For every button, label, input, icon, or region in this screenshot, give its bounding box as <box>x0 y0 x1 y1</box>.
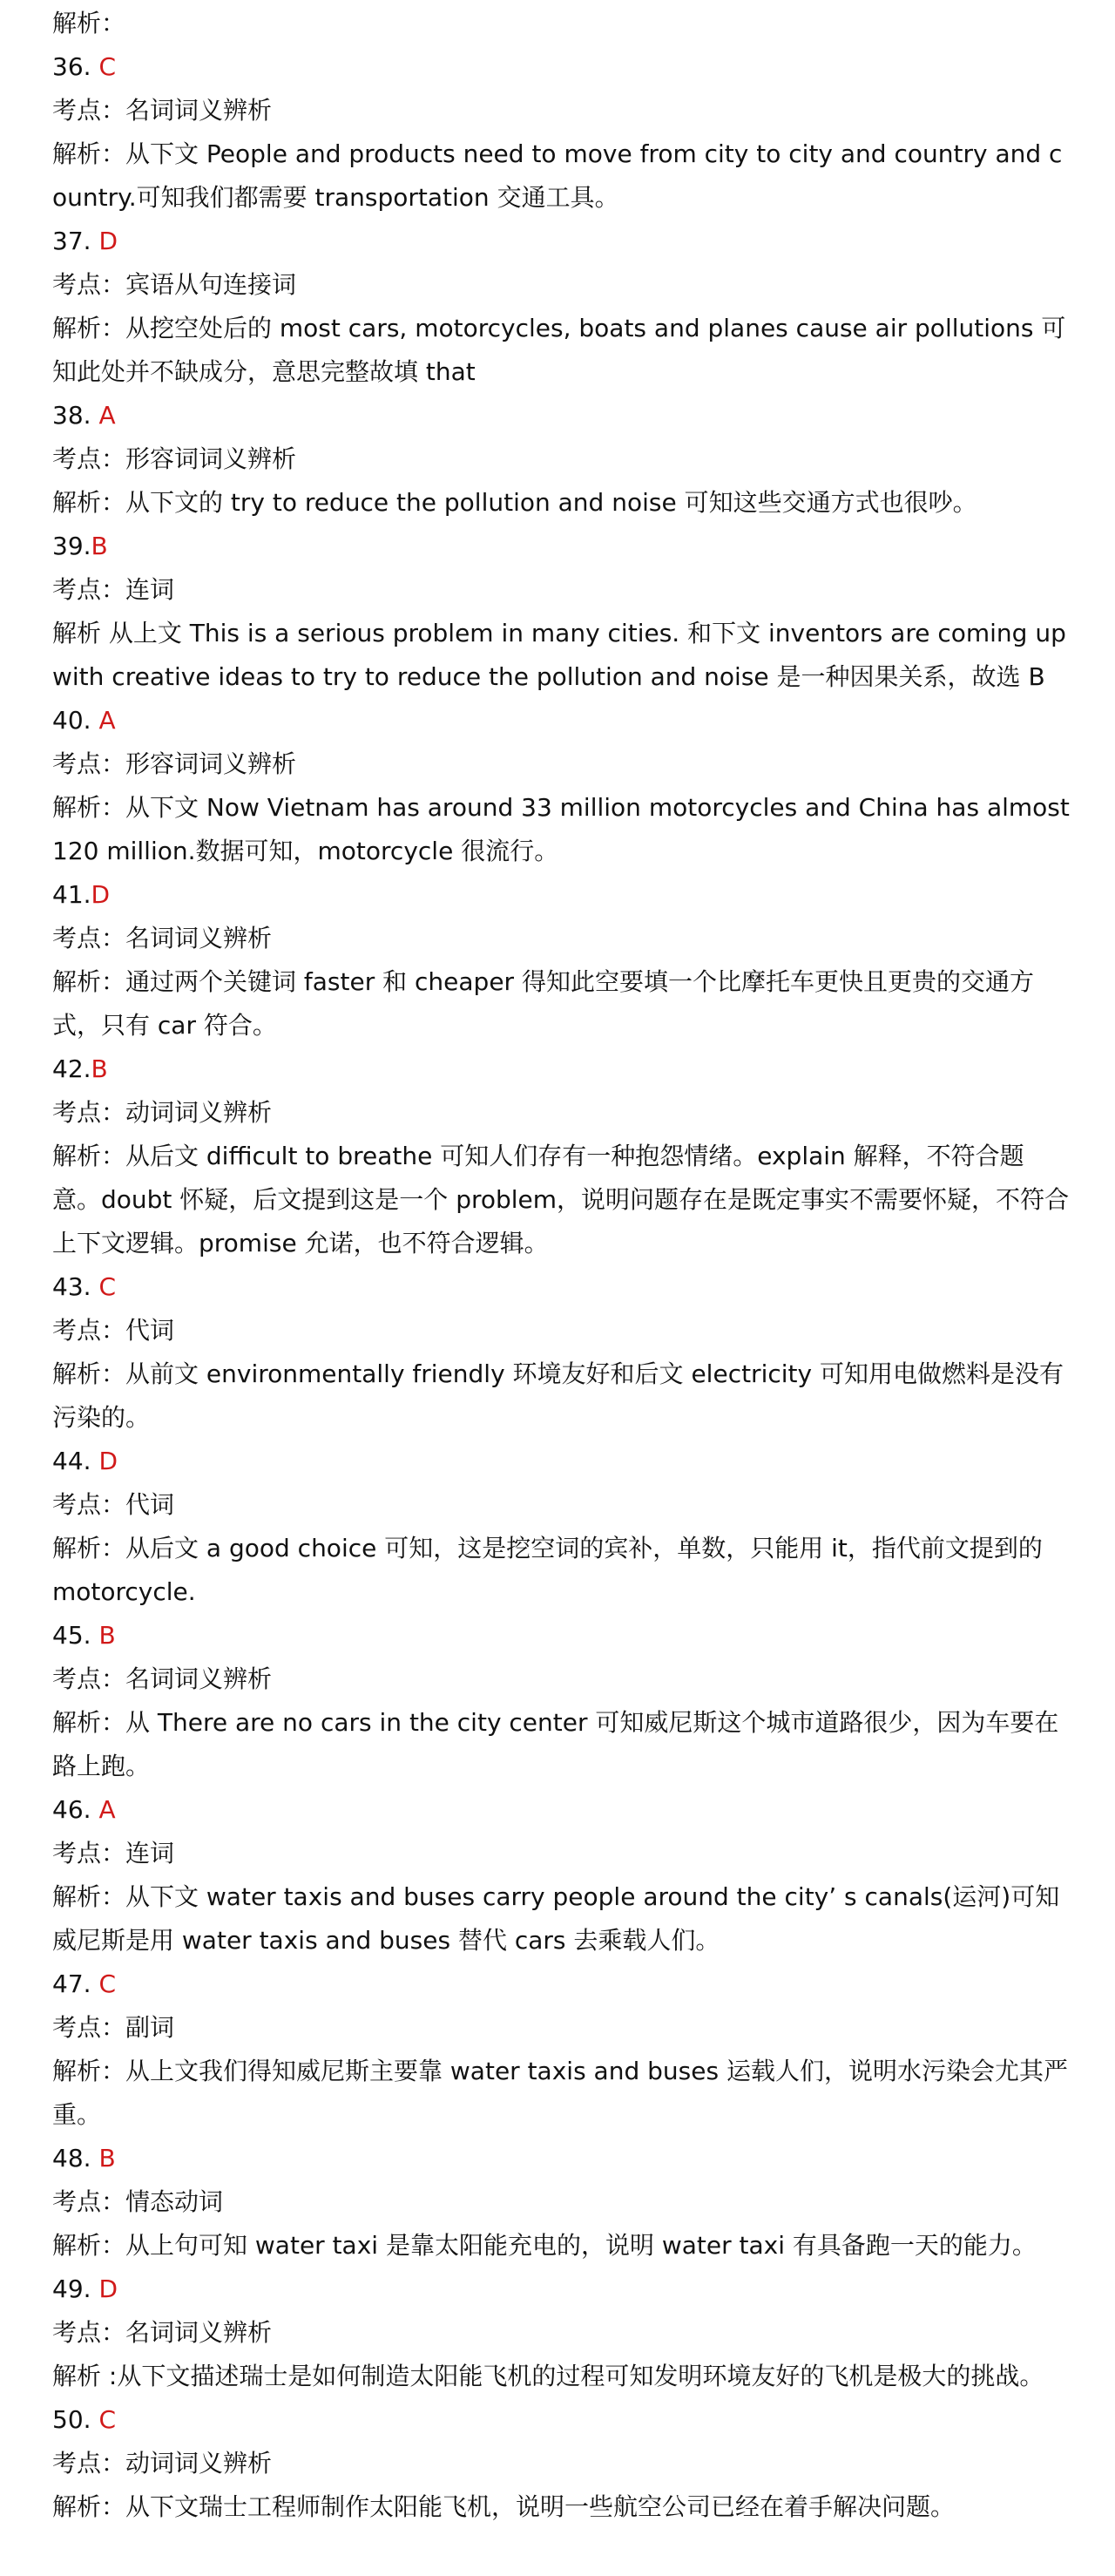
item-number: 41. <box>52 880 91 909</box>
item-answer: B <box>98 2144 116 2173</box>
item-answer: C <box>98 1969 116 1998</box>
item-answer: A <box>98 706 116 735</box>
item-39-kaodian: 考点：连词 <box>52 575 175 604</box>
item-47-jiexi: 解析：从上文我们得知威尼斯主要靠 water taxis and buses 运载人们，说明水污染会尤其严重。 <box>52 2057 1068 2129</box>
item-46-answer-line <box>52 1788 1070 1832</box>
item-number: 38. <box>52 401 91 430</box>
item-answer: D <box>98 2274 118 2303</box>
item-answer: D <box>91 880 111 909</box>
item-number: 42. <box>52 1054 91 1083</box>
item-number: 47. <box>52 1969 91 1998</box>
item-50-kaodian: 考点：动词词义辨析 <box>52 2449 273 2478</box>
item-number: 46. <box>52 1795 91 1824</box>
item-36-kaodian: 考点：名词词义辨析 <box>52 96 273 125</box>
item-46-jiexi: 解析：从下文 water taxis and buses carry people around the city’ s canals(运河)可知威尼斯是用 water taxis and buses 替代 cars 去乘载人们。 <box>52 1882 1060 1955</box>
item-49-jiexi: 解析 :从下文描述瑞士是如何制造太阳能飞机的过程可知发明环境友好的飞机是极大的挑战。 <box>52 2362 1044 2390</box>
item-43-jiexi: 解析：从前文 environmentally friendly 环境友好和后文 electricity 可知用电做燃料是没有污染的。 <box>52 1359 1064 1432</box>
item-49-answer-line <box>52 2268 1070 2311</box>
item-answer: A <box>98 401 116 430</box>
item-40-answer-line <box>52 699 1070 742</box>
item-39-answer-line <box>52 525 1070 568</box>
item-answer: C <box>98 1272 116 1301</box>
item-47-answer-line <box>52 1963 1070 2006</box>
item-number: 36. <box>52 52 91 81</box>
item-43-kaodian: 考点：代词 <box>52 1316 175 1345</box>
item-36-jiexi: 解析：从下文 People and products need to move from city to city and country and country.可知我们都需要 transportation 交通工具。 <box>52 139 1063 212</box>
item-49-kaodian: 考点：名词词义辨析 <box>52 2318 273 2347</box>
item-number: 37. <box>52 227 91 255</box>
item-48-answer-line <box>52 2137 1070 2180</box>
item-answer: D <box>98 1447 118 1475</box>
item-48-jiexi: 解析：从上句可知 water taxi 是靠太阳能充电的，说明 water taxi 有具备跑一天的能力。 <box>52 2231 1037 2260</box>
item-45-kaodian: 考点：名词词义辨析 <box>52 1664 273 1693</box>
item-number: 43. <box>52 1272 91 1301</box>
item-answer: A <box>98 1795 116 1824</box>
item-38-answer-line <box>52 394 1070 437</box>
item-37-jiexi: 解析：从挖空处后的 most cars, motorcycles, boats and planes cause air pollutions 可知此处并不缺成分，意思完整故填 that <box>52 314 1066 386</box>
item-answer: B <box>91 532 108 560</box>
document-header: 解析： <box>52 9 126 37</box>
item-number: 40. <box>52 706 91 735</box>
item-44-kaodian: 考点：代词 <box>52 1490 175 1519</box>
item-36-answer-line <box>52 45 1070 89</box>
item-50-jiexi: 解析：从下文瑞士工程师制作太阳能飞机，说明一些航空公司已经在着手解决问题。 <box>52 2492 956 2521</box>
item-answer: C <box>98 52 116 81</box>
item-43-answer-line <box>52 1265 1070 1309</box>
item-39-jiexi: 解析 从上文 This is a serious problem in many cities. 和下文 inventors are coming up with creative ideas to try to reduce the pollution and noise 是一种因果关系，故选 B <box>52 619 1066 691</box>
item-37-answer-line <box>52 220 1070 263</box>
item-50-answer-line <box>52 2398 1070 2442</box>
item-41-answer-line <box>52 873 1070 917</box>
item-46-kaodian: 考点：连词 <box>52 1839 175 1868</box>
item-45-jiexi: 解析：从 There are no cars in the city center 可知威尼斯这个城市道路很少，因为车要在路上跑。 <box>52 1708 1059 1780</box>
item-number: 44. <box>52 1447 91 1475</box>
item-40-jiexi: 解析：从下文 Now Vietnam has around 33 million motorcycles and China has almost 120 million.数据可知，motorcycle 很流行。 <box>52 793 1070 865</box>
item-number: 49. <box>52 2274 91 2303</box>
item-number: 45. <box>52 1621 91 1650</box>
item-41-jiexi: 解析：通过两个关键词 faster 和 cheaper 得知此空要填一个比摩托车更快且更贵的交通方式，只有 car 符合。 <box>52 967 1034 1040</box>
item-42-jiexi: 解析：从后文 difficult to breathe 可知人们存有一种抱怨情绪。explain 解释，不符合题意。doubt 怀疑，后文提到这是一个 problem，说明问题存在是既定事实不需要怀疑，不符合上下文逻辑。promise 允诺，也不符合逻辑。 <box>52 1142 1070 1257</box>
item-42-kaodian: 考点：动词词义辨析 <box>52 1098 273 1127</box>
item-answer: D <box>98 227 118 255</box>
item-number: 48. <box>52 2144 91 2173</box>
item-40-kaodian: 考点：形容词词义辨析 <box>52 749 297 778</box>
item-47-kaodian: 考点：副词 <box>52 2013 175 2042</box>
item-38-kaodian: 考点：形容词词义辨析 <box>52 444 297 473</box>
item-48-kaodian: 考点：情态动词 <box>52 2187 224 2216</box>
item-answer: C <box>98 2405 116 2434</box>
item-number: 50. <box>52 2405 91 2434</box>
item-answer: B <box>98 1621 116 1650</box>
item-38-jiexi: 解析：从下文的 try to reduce the pollution and noise 可知这些交通方式也很吵。 <box>52 488 977 517</box>
item-44-jiexi: 解析：从后文 a good choice 可知，这是挖空词的宾补，单数，只能用 it，指代前文提到的 motorcycle. <box>52 1534 1043 1606</box>
item-37-kaodian: 考点：宾语从句连接词 <box>52 270 297 299</box>
item-number: 39. <box>52 532 91 560</box>
item-41-kaodian: 考点：名词词义辨析 <box>52 924 273 952</box>
item-44-answer-line <box>52 1440 1070 1483</box>
item-42-answer-line <box>52 1047 1070 1091</box>
item-answer: B <box>91 1054 108 1083</box>
item-45-answer-line <box>52 1614 1070 1657</box>
